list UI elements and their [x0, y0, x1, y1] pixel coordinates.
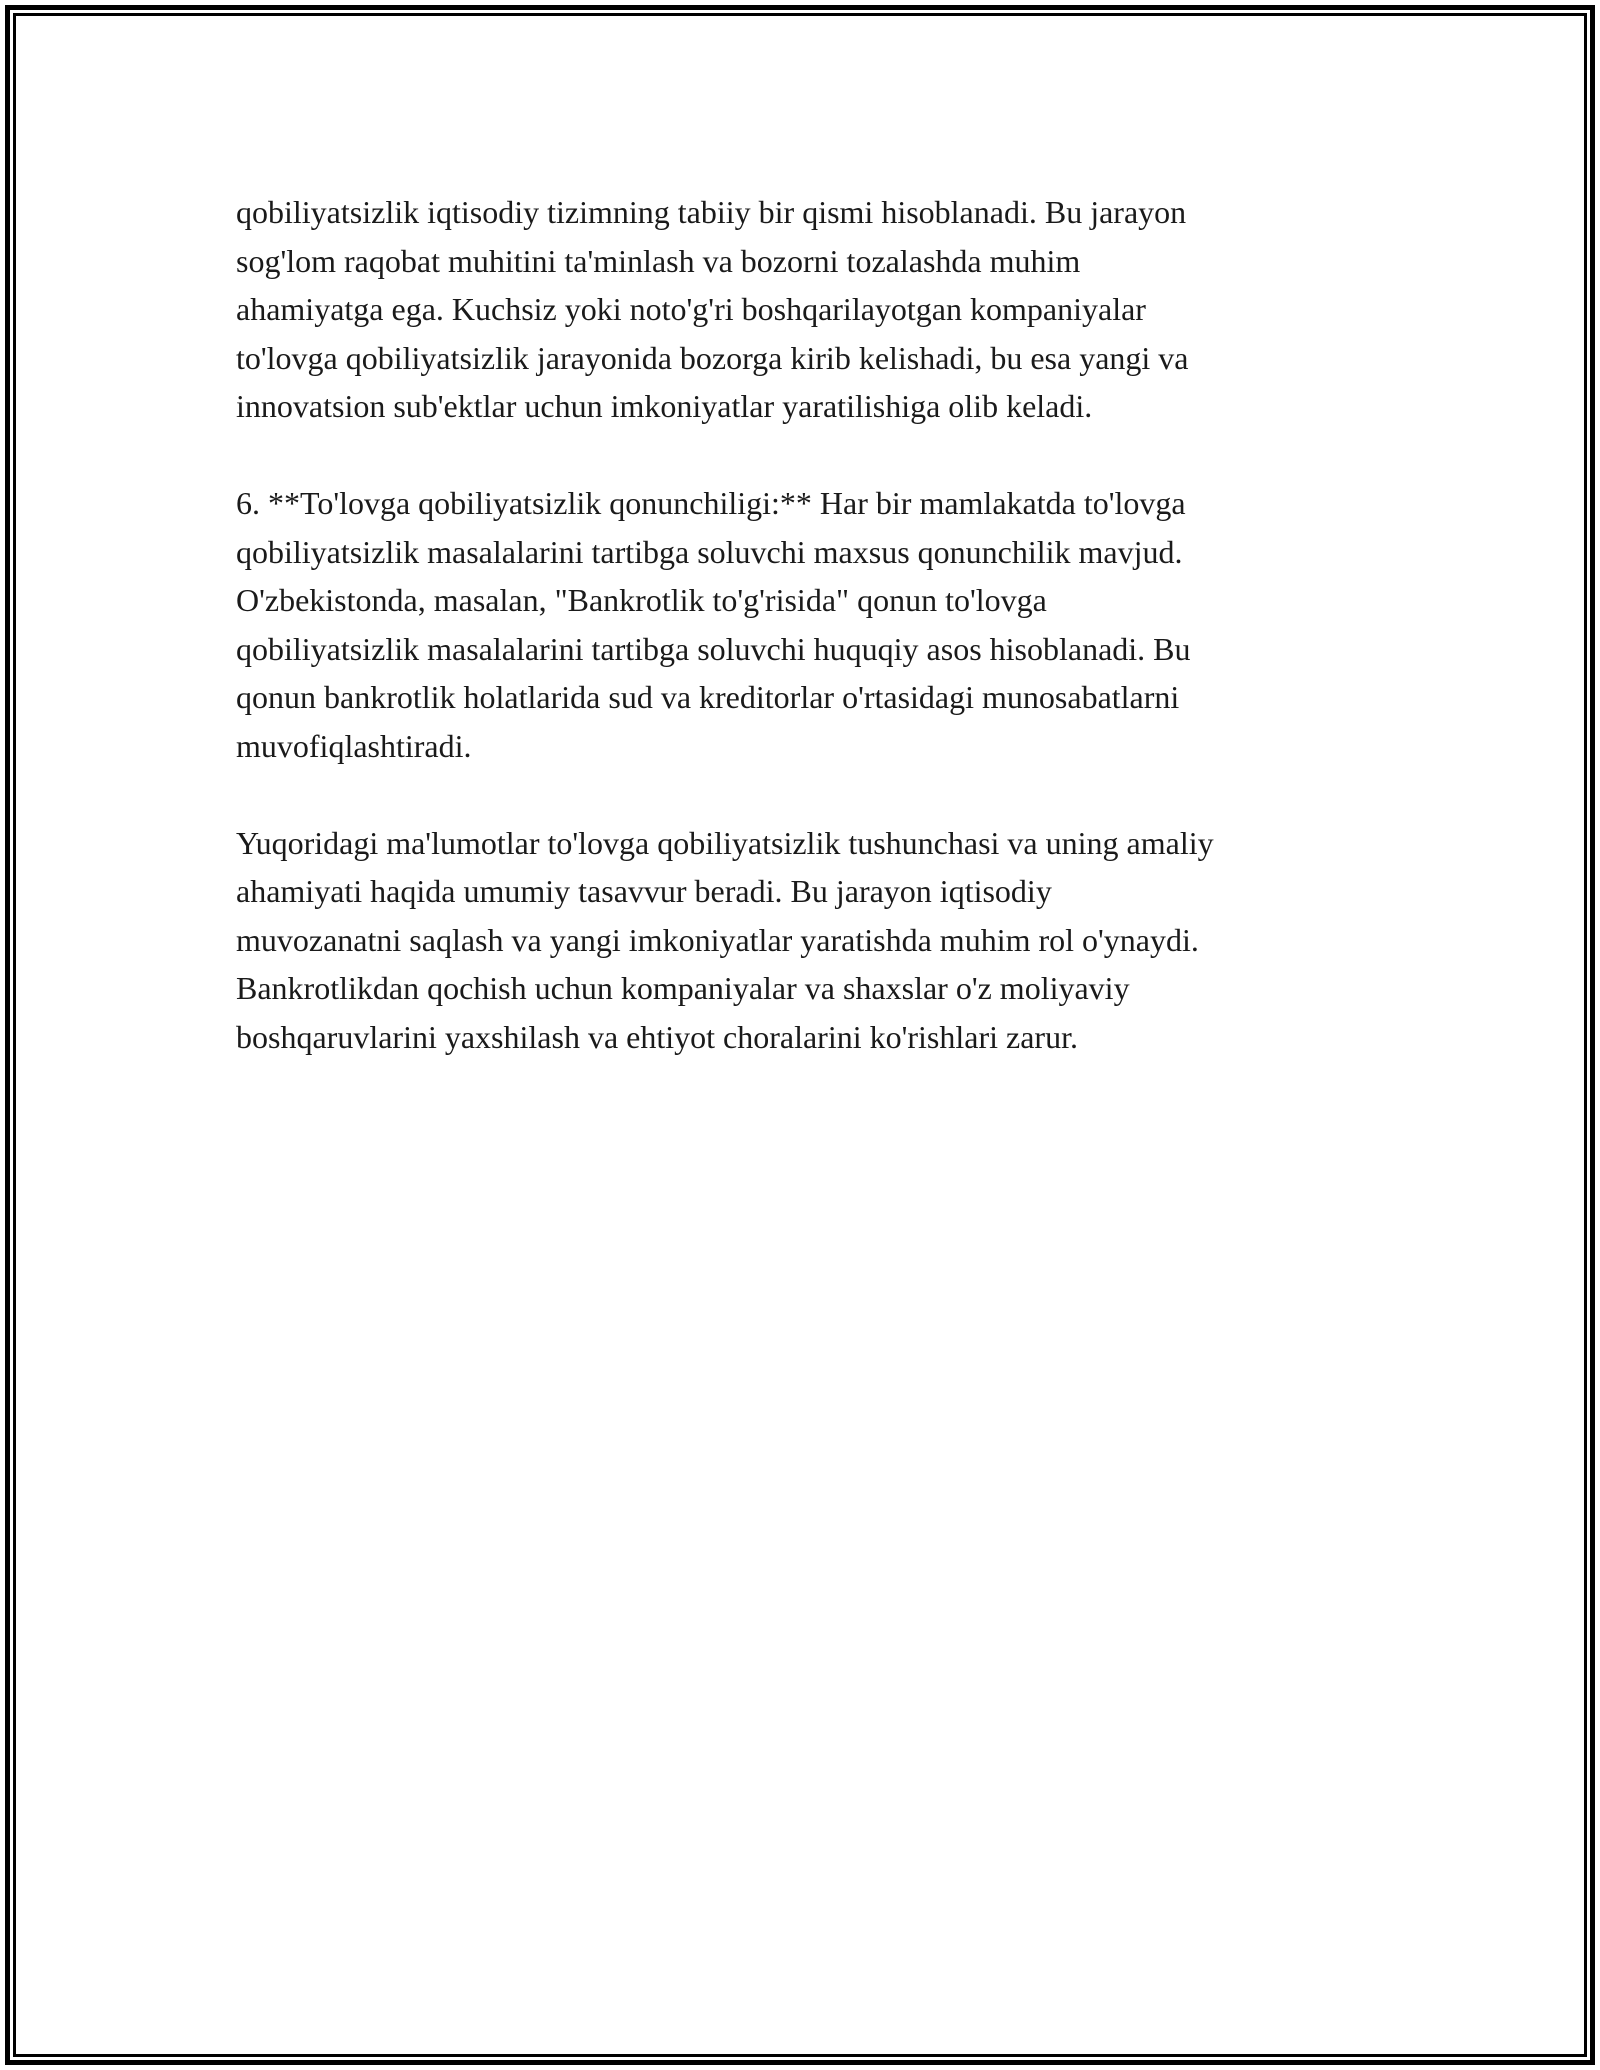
text-line: muvofiqlashtiradi.: [236, 727, 472, 764]
paragraph-2: [236, 479, 1386, 770]
text-line: sog'lom raqobat muhitini ta'minlash va bozorni tozalashda muhim: [236, 242, 1081, 279]
text-line: innovatsion sub'ektlar uchun imkoniyatlar yaratilishiga olib keladi.: [236, 388, 1093, 424]
text-line: qobiliyatsizlik iqtisodiy tizimning tabiiy bir qismi hisoblanadi. Bu jarayon: [236, 194, 1187, 230]
text-line: ahamiyati haqida umumiy tasavvur beradi. Bu jarayon iqtisodiy: [236, 873, 1052, 909]
text-line: Bankrotlikdan qochish uchun kompaniyalar va shaxslar o'z moliyaviy: [236, 970, 1130, 1006]
text-line: qobiliyatsizlik masalalarini tartibga soluvchi huquqiy asos hisoblanadi. Bu: [236, 630, 1191, 667]
text-line: muvozanatni saqlash va yangi imkoniyatlar yaratishda muhim rol o'ynaydi.: [236, 921, 1199, 958]
text-line: Yuqoridagi ma'lumotlar to'lovga qobiliyatsizlik tushunchasi va uning amaliy: [236, 824, 1214, 861]
text-line: O'zbekistonda, masalan, "Bankrotlik to'g'risida" qonun to'lovga: [236, 582, 1047, 618]
document-body: [236, 188, 1386, 1110]
paragraph-1: [236, 188, 1386, 431]
text-line: qonun bankrotlik holatlarida sud va kreditorlar o'rtasidagi munosabatlarni: [236, 679, 1180, 715]
text-line: qobiliyatsizlik masalalarini tartibga soluvchi maxsus qonunchilik mavjud.: [236, 533, 1183, 570]
text-line: boshqaruvlarini yaxshilash va ehtiyot choralarini ko'rishlari zarur.: [236, 1018, 1078, 1055]
text-line: 6. **To'lovga qobiliyatsizlik qonunchiligi:** Har bir mamlakatda to'lovga: [236, 485, 1186, 521]
text-line: ahamiyatga ega. Kuchsiz yoki noto'g'ri boshqarilayotgan kompaniyalar: [236, 291, 1146, 327]
paragraph-3: [236, 819, 1386, 1062]
text-line: to'lovga qobiliyatsizlik jarayonida bozorga kirib kelishadi, bu esa yangi va: [236, 339, 1189, 376]
